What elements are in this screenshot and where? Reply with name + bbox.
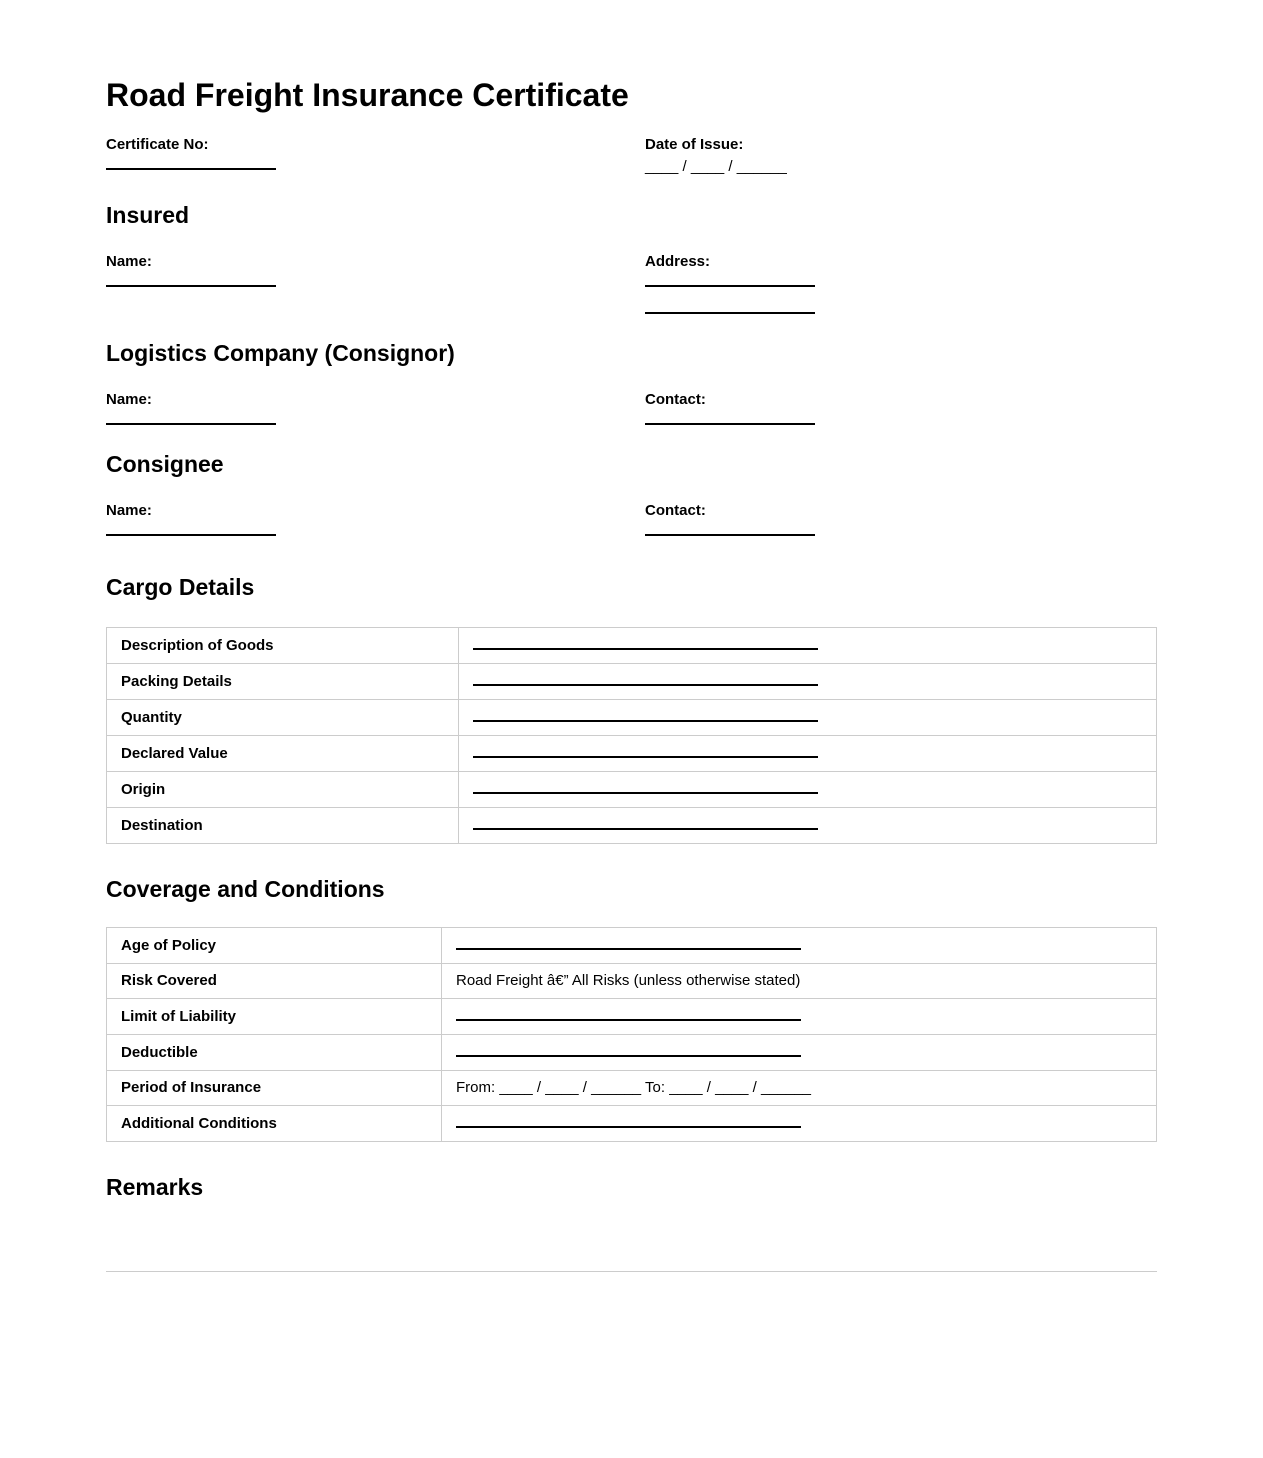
consignee-contact-label: Contact: [645,502,706,519]
consignor-name-blank-line [106,423,276,425]
consignee-name-label: Name: [106,502,152,519]
certificate-no-blank-line [106,168,276,170]
coverage-row-value [442,1071,1157,1106]
cargo-row-label: Destination [107,808,459,844]
cargo-row-value [459,664,1157,700]
remarks-blank-area [106,1201,1157,1271]
insured-name-label: Name: [106,253,152,270]
remarks-divider [106,1271,1157,1272]
cargo-details-table [106,627,1157,844]
period-of-insurance-value: From: ____ / ____ / ______ To: ____ / ____ / ______ [456,1079,811,1096]
consignee-contact-field [645,502,1157,536]
cargo-row-value [459,736,1157,772]
insured-name-field [106,253,645,287]
insured-address-label: Address: [645,253,711,270]
consignee-name-field [106,502,645,536]
cargo-row-value [459,808,1157,844]
remarks-heading: Remarks [106,1174,204,1200]
coverage-row-label: Deductible [107,1035,442,1071]
consignee-name-blank-line [106,534,276,536]
cargo-value-blank-line [473,708,818,722]
certificate-no-field [106,136,645,170]
coverage-row-value [442,1106,1157,1142]
cargo-value-blank-line [473,816,818,830]
table-row [107,736,1157,772]
cargo-row-value [459,772,1157,808]
header-fields-row [106,136,1157,176]
coverage-value-blank-line [456,1114,801,1128]
consignee-heading: Consignee [106,451,224,477]
consignor-heading: Logistics Company (Consignor) [106,340,455,366]
table-row [107,928,1157,964]
consignor-contact-field [645,391,1157,425]
document-title: Road Freight Insurance Certificate [106,77,629,113]
table-row [107,808,1157,844]
table-row [107,1071,1157,1106]
coverage-row-value [442,928,1157,964]
coverage-row-label: Additional Conditions [107,1106,442,1142]
coverage-row-label: Risk Covered [107,964,442,999]
coverage-row-label: Age of Policy [107,928,442,964]
cargo-row-label: Declared Value [107,736,459,772]
insured-address-field [645,253,1157,314]
cargo-row-label: Origin [107,772,459,808]
insured-heading: Insured [106,202,190,228]
consignor-contact-label: Contact: [645,391,706,408]
consignee-contact-blank-line [645,534,815,536]
table-row [107,628,1157,664]
table-row [107,664,1157,700]
table-row [107,999,1157,1035]
table-row [107,700,1157,736]
coverage-value-blank-line [456,1043,801,1057]
cargo-row-label: Quantity [107,700,459,736]
cargo-details-heading: Cargo Details [106,574,255,600]
consignor-name-label: Name: [106,391,152,408]
cargo-row-label: Packing Details [107,664,459,700]
table-row [107,772,1157,808]
cargo-row-value [459,700,1157,736]
date-of-issue-field [645,136,1157,176]
coverage-conditions-table [106,927,1157,1142]
cargo-value-blank-line [473,780,818,794]
insured-fields-row [106,253,1157,314]
cargo-row-label: Description of Goods [107,628,459,664]
consignor-name-field [106,391,645,425]
table-row [107,964,1157,999]
coverage-row-value [442,1035,1157,1071]
date-of-issue-label: Date of Issue: [645,136,744,153]
coverage-value-blank-line [456,1007,801,1021]
consignor-fields-row [106,391,1157,425]
insured-address-blank-line-2 [645,312,815,314]
coverage-value-blank-line [456,936,801,950]
coverage-row-label: Limit of Liability [107,999,442,1035]
coverage-row-value [442,999,1157,1035]
cargo-row-value [459,628,1157,664]
cargo-value-blank-line [473,744,818,758]
insured-name-blank-line [106,285,276,287]
date-of-issue-placeholder: ____ / ____ / ______ [645,158,787,175]
table-row [107,1035,1157,1071]
cargo-value-blank-line [473,636,818,650]
cargo-value-blank-line [473,672,818,686]
table-row [107,1106,1157,1142]
coverage-row-value [442,964,1157,999]
risk-covered-value: Road Freight â€” All Risks (unless otherwise stated) [456,972,801,989]
coverage-heading: Coverage and Conditions [106,876,385,902]
consignee-fields-row [106,502,1157,536]
consignor-contact-blank-line [645,423,815,425]
certificate-no-label: Certificate No: [106,136,209,153]
insured-address-blank-line-1 [645,285,815,287]
coverage-row-label: Period of Insurance [107,1071,442,1106]
